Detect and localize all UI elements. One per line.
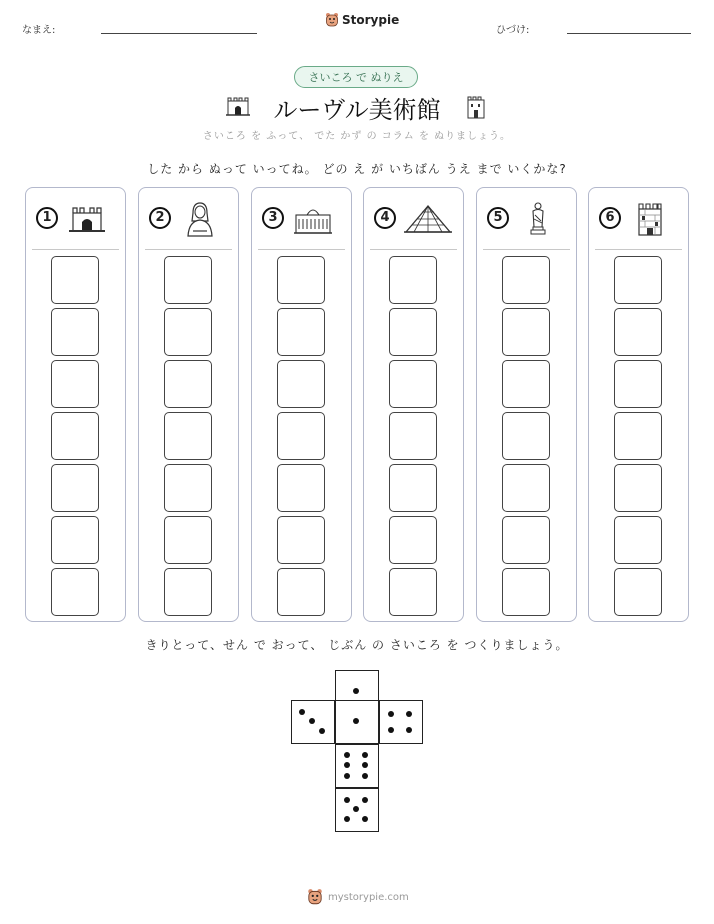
dice-pip bbox=[362, 797, 368, 803]
column-6 bbox=[588, 187, 689, 622]
date-line bbox=[567, 33, 691, 34]
dice-pip bbox=[362, 816, 368, 822]
subtitle: さいころ を ふって、 でた かず の コラム を ぬりましょう。 bbox=[202, 131, 512, 142]
column-cell[interactable] bbox=[51, 568, 99, 616]
column-divider bbox=[258, 249, 345, 250]
coloring-instruction: した から ぬって いってね。 どの え が いちばん うえ まで いくかな? bbox=[147, 162, 567, 176]
column-cell[interactable] bbox=[164, 412, 212, 460]
column-cell[interactable] bbox=[614, 568, 662, 616]
mona-lisa-icon bbox=[181, 201, 219, 237]
logo-text: Storypie bbox=[342, 13, 400, 27]
column-cell[interactable] bbox=[389, 516, 437, 564]
column-cell[interactable] bbox=[164, 464, 212, 512]
dice-pip bbox=[344, 752, 350, 758]
column-cell[interactable] bbox=[51, 516, 99, 564]
column-divider bbox=[145, 249, 232, 250]
column-cell[interactable] bbox=[502, 516, 550, 564]
column-cell[interactable] bbox=[51, 464, 99, 512]
column-divider bbox=[32, 249, 119, 250]
column-cell[interactable] bbox=[502, 464, 550, 512]
column-cell[interactable] bbox=[277, 360, 325, 408]
column-cell[interactable] bbox=[614, 412, 662, 460]
dice-pip bbox=[362, 752, 368, 758]
dice-pip bbox=[309, 718, 315, 724]
column-cell[interactable] bbox=[389, 568, 437, 616]
dice-pip bbox=[353, 718, 359, 724]
stone-tower-icon bbox=[631, 201, 669, 237]
pie-mascot-icon bbox=[325, 12, 339, 28]
column-number: 3 bbox=[262, 207, 284, 229]
date-label: ひづけ: bbox=[496, 25, 530, 36]
column-3 bbox=[251, 187, 352, 622]
name-line bbox=[101, 33, 257, 34]
dice-pip bbox=[353, 688, 359, 694]
column-2 bbox=[138, 187, 239, 622]
column-5 bbox=[476, 187, 577, 622]
dice-face-three bbox=[291, 700, 335, 744]
louvre-palace-icon bbox=[294, 201, 332, 237]
column-cell[interactable] bbox=[389, 256, 437, 304]
column-1 bbox=[25, 187, 126, 622]
storypie-logo bbox=[325, 12, 399, 28]
dice-cut-instruction: きりとって、せん で おって、 じぶん の さいころ を つくりましょう。 bbox=[145, 638, 569, 652]
dice-pip bbox=[344, 816, 350, 822]
column-cell[interactable] bbox=[614, 256, 662, 304]
dice-face-five bbox=[335, 788, 379, 832]
column-cell[interactable] bbox=[51, 412, 99, 460]
activity-badge: さいころ で ぬりえ bbox=[294, 66, 418, 88]
column-cell[interactable] bbox=[389, 464, 437, 512]
dice-face-one bbox=[335, 700, 379, 744]
dice-pip bbox=[388, 711, 394, 717]
column-cell[interactable] bbox=[277, 568, 325, 616]
column-cell[interactable] bbox=[51, 256, 99, 304]
column-cell[interactable] bbox=[51, 308, 99, 356]
dice-face-six bbox=[335, 744, 379, 788]
column-cell[interactable] bbox=[614, 308, 662, 356]
name-label: なまえ: bbox=[22, 25, 56, 36]
column-number: 2 bbox=[149, 207, 171, 229]
column-cell[interactable] bbox=[277, 516, 325, 564]
column-number: 6 bbox=[599, 207, 621, 229]
statue-icon bbox=[519, 201, 557, 237]
column-cell[interactable] bbox=[164, 516, 212, 564]
dice-pip bbox=[344, 762, 350, 768]
dice-pip bbox=[344, 773, 350, 779]
dice-pip bbox=[362, 773, 368, 779]
column-divider bbox=[370, 249, 457, 250]
dice-pip bbox=[344, 797, 350, 803]
column-cell[interactable] bbox=[502, 412, 550, 460]
column-divider bbox=[483, 249, 570, 250]
column-cell[interactable] bbox=[389, 308, 437, 356]
dice-pip bbox=[362, 762, 368, 768]
column-cell[interactable] bbox=[277, 256, 325, 304]
dice-pip bbox=[353, 806, 359, 812]
column-cell[interactable] bbox=[164, 256, 212, 304]
glass-pyramid-icon bbox=[404, 201, 452, 237]
column-number: 1 bbox=[36, 207, 58, 229]
column-cell[interactable] bbox=[614, 464, 662, 512]
stone-tower-icon bbox=[465, 95, 487, 119]
column-number: 5 bbox=[487, 207, 509, 229]
column-cell[interactable] bbox=[51, 360, 99, 408]
dice-face-four bbox=[379, 700, 423, 744]
column-number: 4 bbox=[374, 207, 396, 229]
footer bbox=[307, 888, 409, 906]
column-cell[interactable] bbox=[614, 360, 662, 408]
column-cell[interactable] bbox=[277, 412, 325, 460]
footer-url[interactable]: mystorypie.com bbox=[328, 891, 409, 903]
dice-pip bbox=[299, 709, 305, 715]
column-cell[interactable] bbox=[164, 360, 212, 408]
dice-pip bbox=[319, 728, 325, 734]
pie-mascot-icon bbox=[307, 888, 323, 906]
column-4 bbox=[363, 187, 464, 622]
column-cell[interactable] bbox=[502, 256, 550, 304]
column-cell[interactable] bbox=[164, 308, 212, 356]
column-cell[interactable] bbox=[502, 308, 550, 356]
page-title: ルーヴル美術館 bbox=[273, 96, 441, 124]
dice-pip bbox=[388, 727, 394, 733]
column-cell[interactable] bbox=[614, 516, 662, 564]
column-cell[interactable] bbox=[502, 360, 550, 408]
dice-pip bbox=[406, 711, 412, 717]
dice-net bbox=[291, 670, 425, 836]
column-cell[interactable] bbox=[277, 464, 325, 512]
column-cell[interactable] bbox=[164, 568, 212, 616]
dice-pip bbox=[406, 727, 412, 733]
column-cell[interactable] bbox=[502, 568, 550, 616]
column-cell[interactable] bbox=[389, 360, 437, 408]
column-divider bbox=[595, 249, 682, 250]
column-cell[interactable] bbox=[389, 412, 437, 460]
castle-gate-icon bbox=[68, 201, 106, 237]
column-cell[interactable] bbox=[277, 308, 325, 356]
